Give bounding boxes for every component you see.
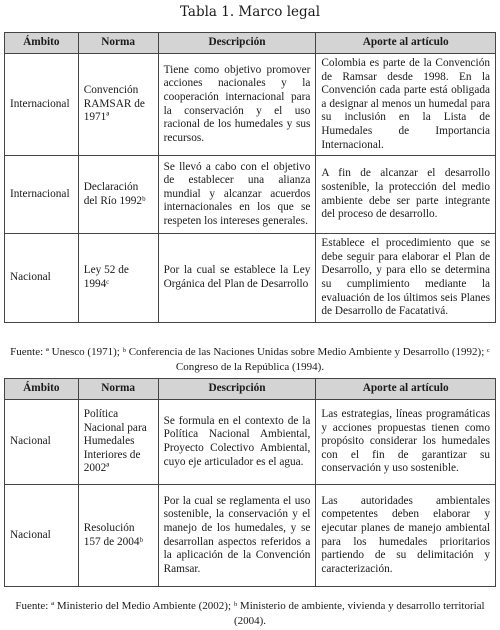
cell-norma: Declaración del Río 1992ᵇ <box>78 156 158 234</box>
table-title: Tabla 1. Marco legal <box>179 4 321 20</box>
table-row <box>5 156 496 234</box>
cell-descripcion: Por la cual se reglamenta el uso sostenible, la conservación y el manejo de los humedales, y se desarrollan aspectos referidos a la aplicación de la Convención Ramsar. <box>158 485 316 587</box>
header-ambito: Ámbito <box>5 379 79 400</box>
header-descripcion: Descripción <box>158 379 316 400</box>
header-norma: Norma <box>78 379 158 400</box>
legal-framework-table-1 <box>4 32 496 323</box>
cell-descripcion: Se llevó a cabo con el objetivo de establecer una alianza mundial y alcanzar acuerdos internacionales en los que se respeten los intereses generales. <box>158 156 316 234</box>
cell-descripcion: Se formula en el contexto de la Política Nacional Ambiental, Proyecto Colectivo Ambiental, cuyo eje articulador es el agua. <box>158 400 316 485</box>
table-row <box>5 54 496 156</box>
cell-ambito: Internacional <box>5 156 79 234</box>
cell-norma: Convención RAMSAR de 1971ª <box>78 54 158 156</box>
header-descripcion: Descripción <box>158 33 316 54</box>
cell-norma: Ley 52 de 1994ᶜ <box>78 234 158 323</box>
table-row <box>5 485 496 587</box>
header-aporte: Aporte al artículo <box>316 33 496 54</box>
cell-aporte: A fin de alcanzar el desarrollo sostenible, la protección del medio ambiente debe ser parte integrante del proceso de desarrollo. <box>316 156 496 234</box>
table-1-source-footnote: Fuente: ª Unesco (1971); ᵇ Conferencia de las Naciones Unidas sobre Medio Ambiente y Desarrollo (1992); ᶜ Congreso de la República (1994). <box>10 346 490 373</box>
cell-ambito: Internacional <box>5 54 79 156</box>
cell-norma: Resolución 157 de 2004ᵇ <box>78 485 158 587</box>
legal-framework-table-2 <box>4 378 496 587</box>
header-aporte: Aporte al artículo <box>316 379 496 400</box>
cell-ambito: Nacional <box>5 400 79 485</box>
header-ambito: Ámbito <box>5 33 79 54</box>
table-row <box>5 234 496 323</box>
cell-norma: Política Nacional para Humedales Interiores de 2002ª <box>78 400 158 485</box>
cell-descripcion: Por la cual se establece la Ley Orgánica del Plan de Desarrollo <box>158 234 316 323</box>
header-norma: Norma <box>78 33 158 54</box>
cell-aporte: Las estrategias, líneas programáticas y acciones propuestas tienen como propósito considerar los humedales con el fin de garantizar su conservación y uso sostenible. <box>316 400 496 485</box>
cell-descripcion: Tiene como objetivo promover acciones nacionales y la cooperación internacional para la conservación y el uso racional de los humedales y sus recursos. <box>158 54 316 156</box>
cell-ambito: Nacional <box>5 234 79 323</box>
table-header-row <box>5 33 496 54</box>
table-header-row <box>5 379 496 400</box>
table-row <box>5 400 496 485</box>
table-2-source-footnote: Fuente: ª Ministerio del Medio Ambiente (2002); ᵇ Ministerio de ambiente, vivienda y desarrollo territorial (2004). <box>15 600 485 627</box>
cell-ambito: Nacional <box>5 485 79 587</box>
cell-aporte: Colombia es parte de la Convención de Ramsar desde 1998. En la Convención cada parte está obligada a designar al menos un humedal para su inclusión en la Lista de Humedales de Importancia Internacional. <box>316 54 496 156</box>
cell-aporte: Establece el procedimiento que se debe seguir para elaborar el Plan de Desarrollo, y para ello se determina su cumplimiento mediante la evaluación de los últimos seis Planes de Desarrollo de Facatativá. <box>316 234 496 323</box>
cell-aporte: Las autoridades ambientales competentes deben elaborar y ejecutar planes de manejo ambiental para los humedales prioritarios partiendo de su delimitación y caracterización. <box>316 485 496 587</box>
